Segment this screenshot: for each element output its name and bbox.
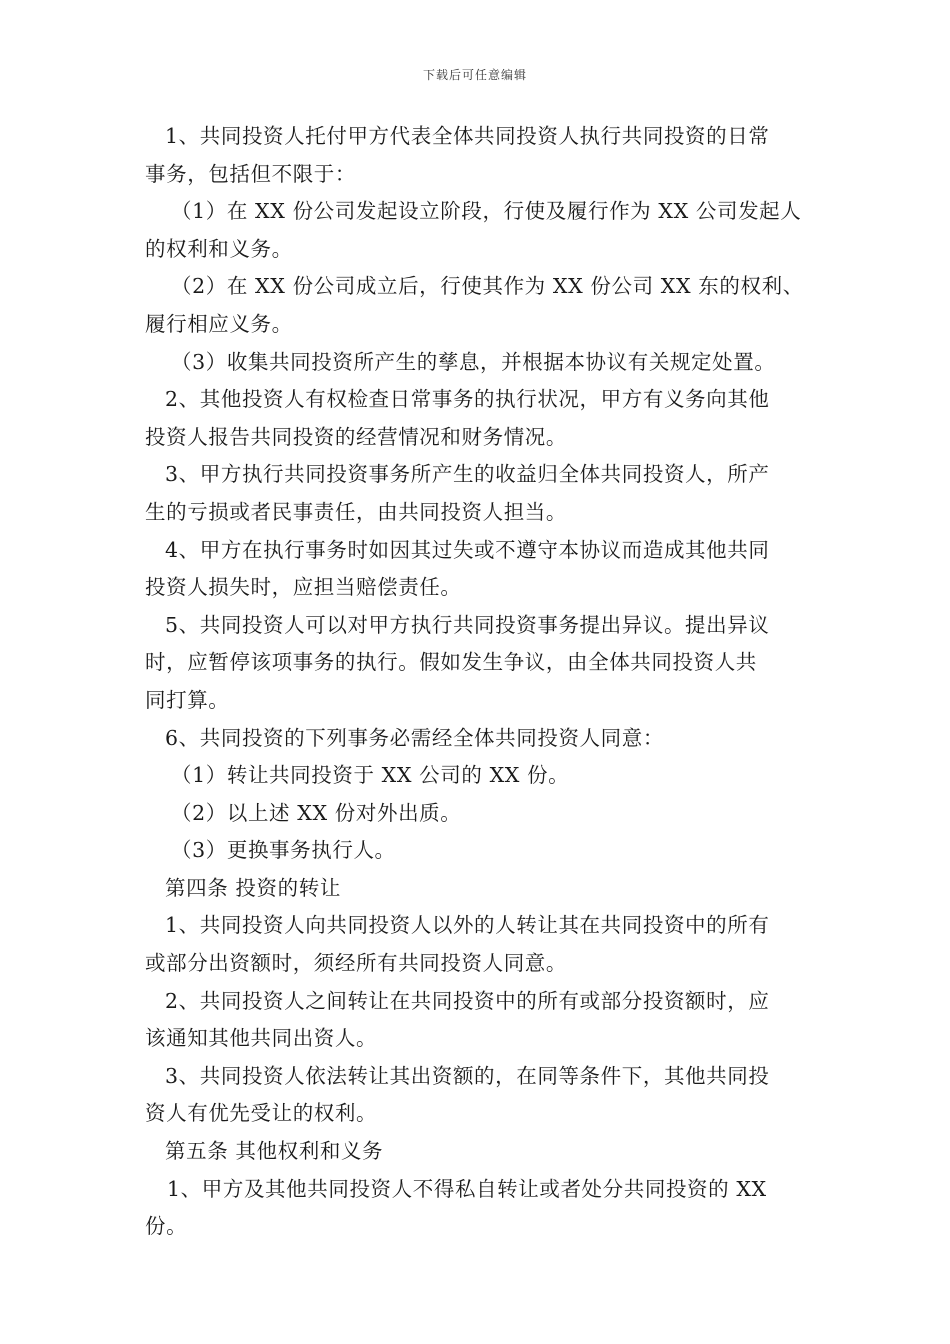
paragraph-line: 3、共同投资人依法转让其出资额的，在同等条件下，其他共同投 <box>165 1063 770 1088</box>
paragraph-line: 2、其他投资人有权检查日常事务的执行状况，甲方有义务向其他 <box>165 387 770 412</box>
paragraph-line: （1）在 XX 份公司发起设立阶段，行使及履行作为 XX 公司发起人 <box>171 199 802 224</box>
paragraph-line: 事务，包括但不限于： <box>145 161 356 186</box>
paragraph-line: 1、共同投资人托付甲方代表全体共同投资人执行共同投资的日常 <box>165 124 770 148</box>
paragraph-line: 3、甲方执行共同投资事务所产生的收益归全体共同投资人，所产 <box>165 462 770 487</box>
paragraph-line: 6、共同投资的下列事务必需经全体共同投资人同意： <box>165 725 664 750</box>
paragraph-line: 该通知其他共同出资人。 <box>145 1026 378 1051</box>
paragraph-line: 1、共同投资人向共同投资人以外的人转让其在共同投资中的所有 <box>165 913 770 938</box>
paragraph-line: （1）转让共同投资于 XX 公司的 XX 份。 <box>171 763 570 788</box>
paragraph-line: 同打算。 <box>145 687 230 712</box>
paragraph-line: 2、共同投资人之间转让在共同投资中的所有或部分投资额时，应 <box>165 988 770 1013</box>
paragraph-line: （3）收集共同投资所产生的孳息，并根据本协议有关规定处置。 <box>171 349 776 374</box>
paragraph-line: 的权利和义务。 <box>145 236 293 261</box>
paragraph-line: 资人有优先受让的权利。 <box>145 1101 378 1126</box>
document-body <box>145 118 811 1246</box>
paragraph-line: 或部分出资额时，须经所有共同投资人同意。 <box>145 951 567 976</box>
paragraph-line: 时，应暂停该项事务的执行。假如发生争议，由全体共同投资人共 <box>145 650 757 675</box>
paragraph-line: 4、甲方在执行事务时如因其过失或不遵守本协议而造成其他共同 <box>165 537 770 562</box>
paragraph-line: （2）在 XX 份公司成立后，行使其作为 XX 份公司 XX 东的权利、 <box>171 274 804 299</box>
section-heading: 第四条 投资的转让 <box>165 875 341 900</box>
paragraph-line: 履行相应义务。 <box>145 311 293 336</box>
paragraph-line: 1、甲方及其他共同投资人不得私自转让或者处分共同投资的 XX <box>167 1176 767 1201</box>
paragraph-line: 投资人报告共同投资的经营情况和财务情况。 <box>145 424 567 449</box>
page-header: 下载后可任意编辑 <box>422 68 527 82</box>
paragraph-line: 份。 <box>145 1214 188 1239</box>
paragraph-line: 投资人损失时，应担当赔偿责任。 <box>145 575 462 600</box>
paragraph-line: 生的亏损或者民事责任，由共同投资人担当。 <box>145 499 567 524</box>
paragraph-line: （3）更换事务执行人。 <box>171 838 396 863</box>
paragraph-line: 5、共同投资人可以对甲方执行共同投资事务提出异议。提出异议 <box>165 612 770 637</box>
paragraph-line: （2）以上述 XX 份对外出质。 <box>171 800 462 825</box>
section-heading: 第五条 其他权利和义务 <box>165 1139 384 1164</box>
